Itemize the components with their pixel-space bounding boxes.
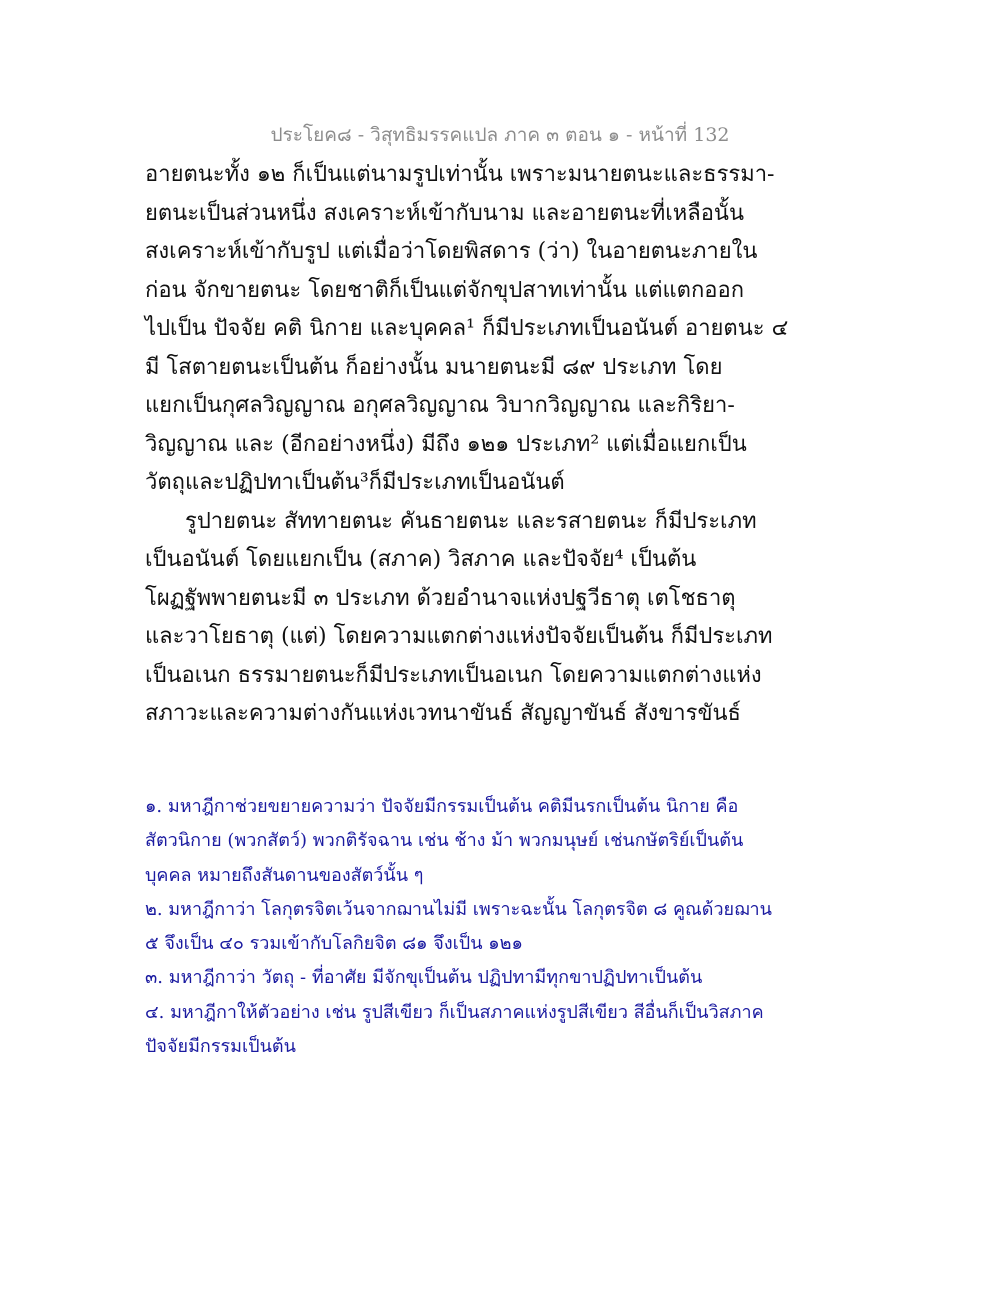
footnote-line: ๒. มหาฎีกาว่า โลกุตรจิตเว้นจากฌานไม่มี เพราะฉะนั้น โลกุตรจิต ๘ คูณด้วยฌาน <box>145 898 772 920</box>
footnote-line: ๔. มหาฎีกาให้ตัวอย่าง เช่น รูปสีเขียว ก็เป็นสภาคแห่งรูปสีเขียว สีอื่นก็เป็นวิสภาค <box>145 1001 764 1023</box>
paragraph-2 <box>145 503 865 734</box>
body-line: และวาโยธาตุ (แต่) โดยความแตกต่างแห่งปัจจัยเป็นต้น ก็มีประเภท <box>145 624 773 649</box>
body-line: แยกเป็นกุศลวิญญาณ อกุศลวิญญาณ วิบากวิญญาณ และกิริยา- <box>145 393 735 418</box>
footnote-line: ๑. มหาฎีกาช่วยขยายความว่า ปัจจัยมีกรรมเป็นต้น คติมีนรกเป็นต้น นิกาย คือ <box>145 796 739 817</box>
footnote-line: บุคคล หมายถึงสันดานของสัตว์นั้น ๆ <box>145 864 424 886</box>
body-line: ก่อน จักขายตนะ โดยชาติก็เป็นแต่จักขุปสาทเท่านั้น แต่แตกออก <box>145 277 745 303</box>
body-line: วิญญาณ และ (อีกอย่างหนึ่ง) มีถึง ๑๒๑ ประเภท² แต่เมื่อแยกเป็น <box>145 431 747 457</box>
body-line: รูปายตนะ สัททายตนะ คันธายตนะ และรสายตนะ ก็มีประเภท <box>185 508 757 534</box>
body-line: อายตนะทั้ง ๑๒ ก็เป็นแต่นามรูปเท่านั้น เพราะมนายตนะและธรรมา- <box>145 162 775 187</box>
page-header: ประโยค๘ - วิสุทธิมรรคแปล ภาค ๓ ตอน ๑ - หน้าที่ 132 <box>270 124 730 146</box>
body-line: เป็นอนันต์ โดยแยกเป็น (สภาค) วิสภาค และปัจจัย⁴ เป็นต้น <box>145 547 697 572</box>
footnote-line: ๓. มหาฎีกาว่า วัตถุ - ที่อาศัย มีจักขุเป็นต้น ปฏิปทามีทุกขาปฏิปทาเป็นต้น <box>145 967 703 989</box>
main-body-text <box>145 156 865 734</box>
paragraph-1 <box>145 156 865 503</box>
footnote-line: ปัจจัยมีกรรมเป็นต้น <box>145 1036 296 1058</box>
body-line: โผฏฐัพพายตนะมี ๓ ประเภท ด้วยอำนาจแห่งปฐวีธาตุ เตโชธาตุ <box>145 585 736 611</box>
footnote-line: สัตวนิกาย (พวกสัตว์) พวกติรัจฉาน เช่น ช้าง ม้า พวกมนุษย์ เช่นกษัตริย์เป็นต้น <box>145 830 744 852</box>
body-line: ยตนะเป็นส่วนหนึ่ง สงเคราะห์เข้ากับนาม และอายตนะที่เหลือนั้น <box>145 200 745 226</box>
footnotes-section <box>145 790 865 1064</box>
body-line: ไปเป็น ปัจจัย คติ นิกาย และบุคคล¹ ก็มีประเภทเป็นอนันต์ อายตนะ ๔ <box>145 316 789 341</box>
body-line: วัตถุและปฏิปทาเป็นต้น³ก็มีประเภทเป็นอนันต์ <box>145 470 565 495</box>
body-line: สงเคราะห์เข้ากับรูป แต่เมื่อว่าโดยพิสดาร (ว่า) ในอายตนะภายใน <box>145 239 758 264</box>
body-line: เป็นอเนก ธรรมายตนะก็มีประเภทเป็นอเนก โดยความแตกต่างแห่ง <box>145 662 762 688</box>
body-line: สภาวะและความต่างกันแห่งเวทนาขันธ์ สัญญาขันธ์ สังขารขันธ์ <box>145 701 741 726</box>
body-line: มี โสตายตนะเป็นต้น ก็อย่างนั้น มนายตนะมี ๘๙ ประเภท โดย <box>145 354 723 380</box>
footnote-line: ๕ จึงเป็น ๔๐ รวมเข้ากับโลกิยจิต ๘๑ จึงเป็น ๑๒๑ <box>145 933 523 955</box>
